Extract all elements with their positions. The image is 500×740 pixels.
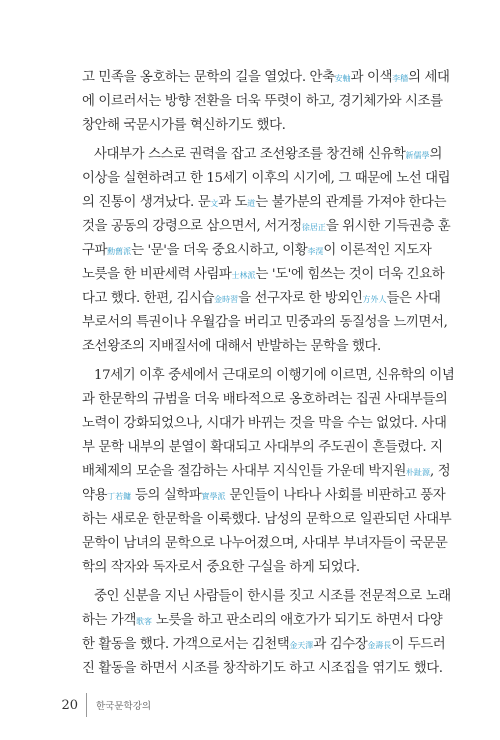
- text-segment: , 정: [430, 464, 451, 479]
- paragraph: [82, 143, 451, 359]
- text-segment: 중인 신분을 지닌 사람들이 한시를 짓고 시조를 전문적으로 노래: [94, 589, 451, 604]
- text-line: [82, 508, 452, 532]
- text-line: [82, 191, 447, 215]
- text-segment: 부로서의 특권이나 우월감을 버리고 민중과의 동질성을 느끼면서,: [82, 315, 448, 330]
- hanja-gloss: 道: [247, 199, 256, 208]
- text-line: [82, 114, 418, 138]
- text-segment: 하는 새로운 한문학을 이룩했다. 남성의 문학으로 일관되던 사대부: [82, 512, 452, 527]
- text-segment: 노력이 강화되었으나, 시대가 바뀌는 것을 막을 수는 없었다. 사대: [82, 416, 447, 431]
- text-segment: 노릇을 한 비판세력 사림파: [82, 267, 232, 282]
- text-segment: 에 이르러서는 방향 전환을 더욱 뚜렷이 하고, 경기체가와 시조를: [82, 94, 443, 109]
- text-line: [82, 657, 443, 681]
- text-segment: 학의 작자와 독자로서 중요한 구실을 하게 되었다.: [82, 560, 360, 575]
- text-line: [82, 143, 442, 167]
- text-segment: 의 진통이 생겨났다. 문: [82, 195, 211, 210]
- text-segment: 의: [429, 147, 442, 162]
- hanja-gloss: 朴趾源: [406, 468, 430, 477]
- text-line: [82, 412, 447, 436]
- text-line: [82, 167, 451, 191]
- hanja-gloss: 歌客: [136, 617, 152, 626]
- hanja-gloss: 丁若鏞: [107, 492, 132, 501]
- text-segment: 한 활동을 했다. 가객으로서는 김천택: [82, 637, 290, 652]
- paragraph: [82, 585, 451, 681]
- text-line: [82, 90, 443, 114]
- paragraph: [82, 364, 455, 580]
- text-line: [82, 311, 448, 335]
- text-segment: 구파: [82, 243, 108, 258]
- text-line: [82, 215, 451, 239]
- hanja-gloss: 安軸: [334, 74, 351, 83]
- text-segment: 다고 했다. 한편, 김시습: [82, 291, 215, 306]
- text-segment: 창안해 국문시가를 혁신하기도 했다.: [82, 118, 286, 133]
- page-body: [82, 66, 455, 686]
- text-segment: 17세기 이후 중세에서 근대로의 이행기에 이르면, 신유학의 이념: [94, 368, 455, 383]
- hanja-gloss: 勳舊派: [107, 247, 132, 256]
- hanja-gloss: 李穡: [392, 74, 409, 83]
- hanja-gloss: 實學派: [201, 492, 226, 501]
- hanja-gloss: 文: [210, 199, 219, 208]
- text-segment: 과 이색: [350, 70, 393, 85]
- page-footer: [36, 693, 151, 717]
- text-line: [82, 609, 443, 633]
- hanja-gloss: 金壽長: [367, 641, 392, 650]
- page-number: 20: [61, 697, 78, 713]
- text-line: [82, 532, 448, 556]
- text-segment: 조선왕조의 지배질서에 대해서 반발하는 문학을 했다.: [82, 339, 381, 354]
- hanja-gloss: 金天澤: [289, 641, 314, 650]
- text-segment: 노릇을 하고 판소리의 애호가가 되기도 하면서 다양: [152, 613, 443, 628]
- text-segment: 는 '문'을 더욱 중요시하고, 이황: [131, 243, 308, 258]
- text-segment: 의 세대: [408, 70, 450, 85]
- text-segment: 문학이 남녀의 문학으로 나누어졌으며, 사대부 부녀자들이 국문문: [82, 536, 448, 551]
- text-line: [82, 484, 446, 508]
- text-segment: 는 '도'에 힘쓰는 것이 더욱 긴요하: [255, 267, 445, 282]
- hanja-gloss: 徐居正: [301, 223, 326, 232]
- text-line: [82, 585, 451, 609]
- text-line: [82, 364, 455, 388]
- text-line: [82, 460, 451, 484]
- text-segment: 이 이론적인 지도자: [323, 243, 432, 258]
- text-line: [82, 335, 418, 359]
- paragraph: [82, 66, 450, 138]
- text-line: [82, 436, 443, 460]
- text-segment: 과 김수장: [313, 637, 368, 652]
- text-segment: 고 민족을 옹호하는 문학의 길을 열었다. 안축: [82, 70, 335, 85]
- text-line: [82, 287, 441, 311]
- hanja-gloss: 方外人: [362, 295, 387, 304]
- text-segment: 것을 공동의 강령으로 삼으면서, 서거정: [82, 219, 302, 234]
- text-segment: 사대부가 스스로 권력을 잡고 조선왕조를 창건해 신유학: [94, 147, 406, 162]
- text-segment: 약용: [82, 488, 108, 503]
- text-line: [82, 239, 432, 263]
- text-line: [82, 633, 446, 657]
- running-title: 한국문학강의: [96, 701, 152, 712]
- text-line: [82, 66, 450, 90]
- hanja-gloss: 李滉: [307, 247, 324, 256]
- hanja-gloss: 新儒學: [405, 151, 430, 160]
- hanja-gloss: 金時習: [214, 295, 239, 304]
- text-segment: 배체제의 모순을 절감하는 사대부 지식인들 가운데 박지원: [82, 464, 406, 479]
- text-segment: 부 문학 내부의 분열이 확대되고 사대부의 주도권이 흔들렸다. 지: [82, 440, 443, 455]
- text-line: [82, 263, 445, 287]
- text-segment: 과 한문학의 규범을 더욱 배타적으로 옹호하려는 집권 사대부들의: [82, 392, 448, 407]
- text-segment: 문인들이 나타나 사회를 비판하고 풍자: [225, 488, 446, 503]
- text-segment: 들은 사대: [386, 291, 441, 306]
- text-segment: 등의 실학파: [131, 488, 202, 503]
- text-segment: 이 두드러: [391, 637, 446, 652]
- text-segment: 과 도: [218, 195, 248, 210]
- text-segment: 는 불가분의 관계를 가져야 한다는: [255, 195, 447, 210]
- hanja-gloss: 士林派: [231, 271, 256, 280]
- text-segment: 을 선구자로 한 방외인: [238, 291, 363, 306]
- text-line: [82, 388, 448, 412]
- text-segment: 진 활동을 하면서 시조를 창작하기도 하고 시조집을 엮기도 했다.: [82, 661, 443, 676]
- text-line: [82, 556, 418, 580]
- text-segment: 하는 가객: [82, 613, 136, 628]
- text-segment: 이상을 실현하려고 한 15세기 이후의 시기에, 그 때문에 노선 대립: [82, 171, 451, 186]
- text-segment: 을 위시한 기득권층 훈: [325, 219, 451, 234]
- footer-divider: [86, 693, 87, 717]
